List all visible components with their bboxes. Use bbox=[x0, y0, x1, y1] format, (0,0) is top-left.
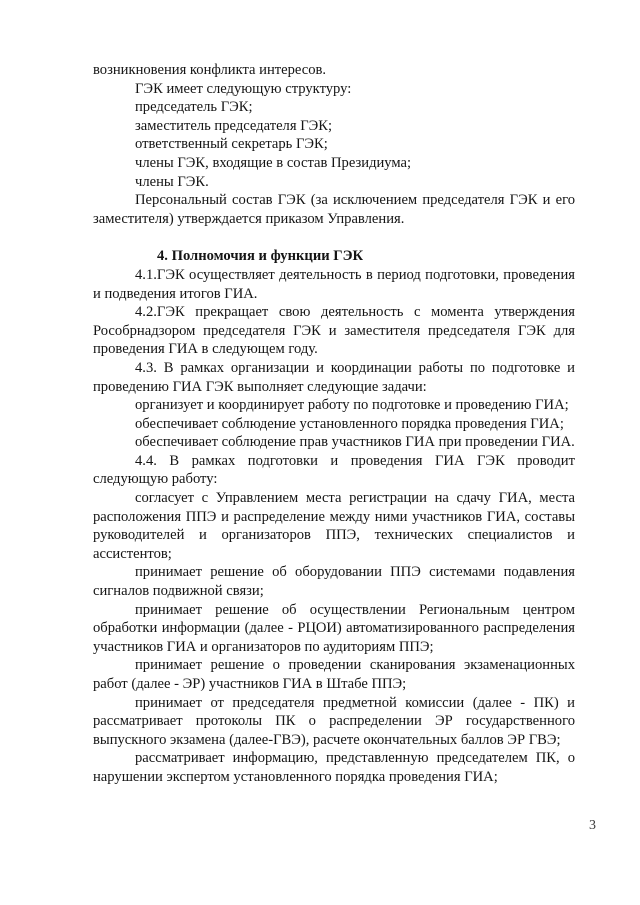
section-title: 4. Полномочия и функции ГЭК bbox=[157, 248, 364, 265]
paragraph: 4.1.ГЭК осуществляет деятельность в период подготовки, проведения и подведения итогов ГИА. bbox=[93, 266, 575, 302]
paragraph: принимает решение о проведении сканирования экзаменационных работ (далее - ЭР) участников ГИА в Штабе ППЭ; bbox=[93, 657, 575, 692]
paragraph: принимает решение об осуществлении Региональным центром обработки информации (далее - РЦОИ) автоматизированного распределения участников ГИА и организаторов по аудиториям ППЭ; bbox=[93, 601, 575, 655]
text-line: ГЭК имеет следующую структуру: bbox=[135, 80, 352, 97]
paragraph: принимает от председателя предметной комиссии (далее - ПК) и рассматривает протоколы ПК о распределении ЭР государственного выпускного экзамена (далее-ГВЭ), расчете окончательных баллов ЭР ГВЭ; bbox=[93, 694, 575, 748]
paragraph: обеспечивает соблюдение прав участников ГИА при проведении ГИА. bbox=[135, 434, 575, 451]
paragraph: обеспечивает соблюдение установленного порядка проведения ГИА; bbox=[135, 415, 564, 432]
paragraph: 4.2.ГЭК прекращает свою деятельность с момента утверждения Рособрнадзором председателя ГЭК и заместителя председателя ГЭК для проведения ГИА в следующем году. bbox=[93, 304, 575, 358]
paragraph: Персональный состав ГЭК (за исключением председателя ГЭК и его заместителя) утверждается приказом Управления. bbox=[93, 192, 575, 227]
document-body bbox=[93, 61, 575, 787]
paragraph: рассматривает информацию, представленную председателем ПК, о нарушении экспертом установленного порядка проведения ГИА; bbox=[93, 750, 575, 785]
page-number: 3 bbox=[589, 818, 596, 833]
text-line: члены ГЭК, входящие в состав Президиума; bbox=[135, 154, 412, 171]
text-line: ответственный секретарь ГЭК; bbox=[135, 136, 328, 153]
paragraph: 4.3. В рамках организации и координации работы по подготовке и проведению ГИА ГЭК выполняет следующие задачи: bbox=[93, 359, 575, 395]
paragraph: принимает решение об оборудовании ППЭ системами подавления сигналов подвижной связи; bbox=[93, 564, 575, 600]
text-line: члены ГЭК. bbox=[135, 173, 209, 190]
paragraph: 4.4. В рамках подготовки и проведения ГИА ГЭК проводит следующую работу: bbox=[93, 452, 575, 488]
text-line: председатель ГЭК; bbox=[135, 99, 253, 116]
paragraph: организует и координирует работу по подготовке и проведению ГИА; bbox=[135, 397, 569, 414]
paragraph: согласует с Управлением места регистрации на сдачу ГИА, места расположения ППЭ и распределение между ними участников ГИА, составы руководителей и организаторов ППЭ, технических специалистов и ассистентов; bbox=[93, 490, 575, 562]
text-line: возникновения конфликта интересов. bbox=[93, 62, 327, 78]
text-line: заместитель председателя ГЭК; bbox=[135, 117, 333, 134]
